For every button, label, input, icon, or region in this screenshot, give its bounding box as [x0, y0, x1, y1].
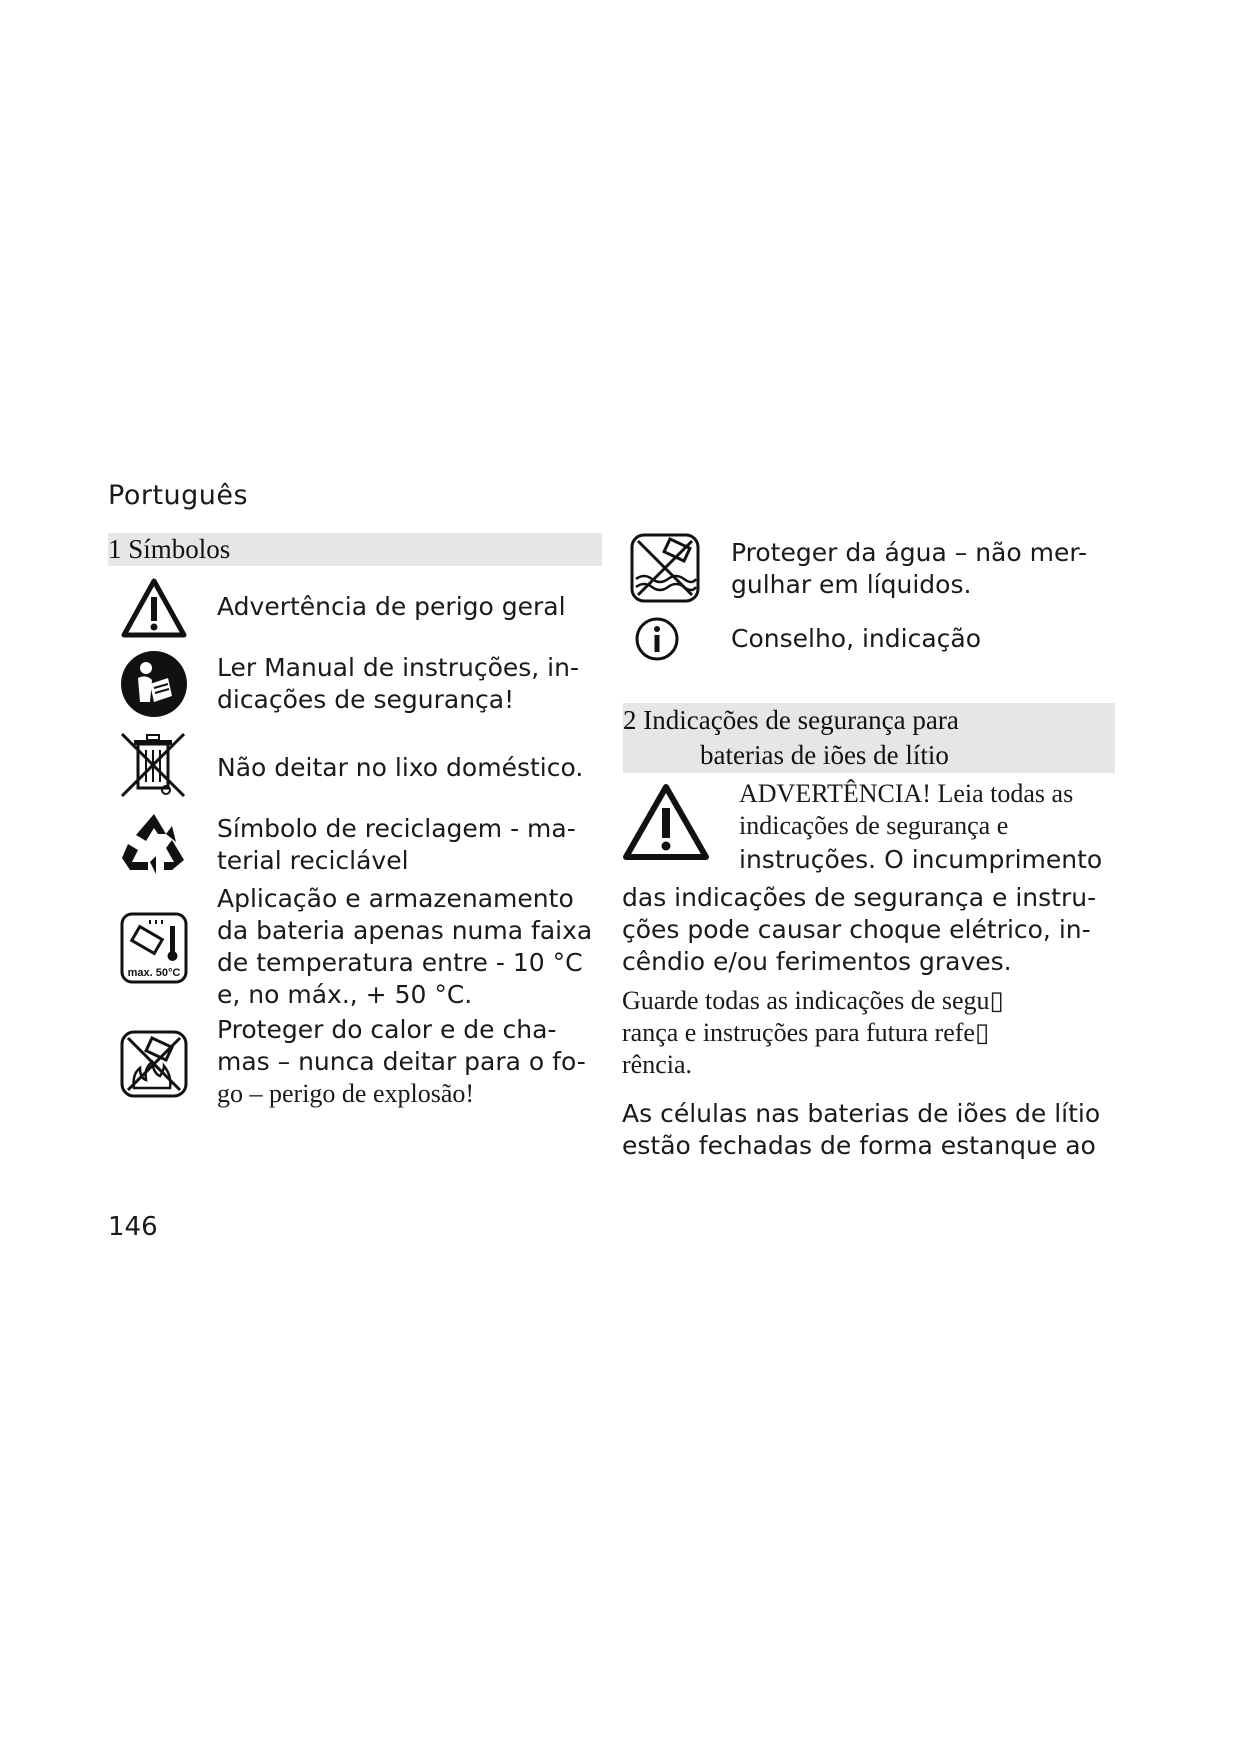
temperature-icon-label: max. 50°C [127, 967, 181, 979]
symbol-desc-info: Conselho, indicação [731, 624, 982, 653]
crossed-bin-icon [118, 730, 188, 800]
section-heading-symbols: 1 Símbolos [108, 533, 602, 566]
keep-instructions-text: Guarde todas as indicações de segu▯ rança e instruções para futura refe▯ rência. [622, 986, 1004, 1079]
info-icon [634, 616, 680, 662]
read-manual-icon [120, 650, 188, 718]
language-label: Português [108, 480, 249, 511]
temperature-icon [120, 912, 188, 984]
section-heading-safety: 2 Indicações de segurança para baterias de iões de lítio [623, 703, 1115, 773]
warning-consequences-text: das indicações de segurança e instru- ções pode causar choque elétrico, in- cêndio e/ou ferimentos graves. [622, 883, 1097, 976]
symbol-desc-no-household-waste: Não deitar no lixo doméstico. [217, 753, 584, 782]
cells-text: As células nas baterias de iões de lítio estão fechadas de forma estanque ao [622, 1099, 1101, 1160]
symbol-desc-read-manual: Ler Manual de instruções, in- dicações de segurança! [217, 653, 579, 714]
page-number: 146 [108, 1212, 158, 1242]
no-fire-icon [120, 1030, 188, 1098]
warning-text: ADVERTÊNCIA! Leia todas as indicações de segurança e instruções. O incumprimento [739, 779, 1103, 874]
no-water-icon [630, 533, 700, 603]
symbol-desc-temperature: Aplicação e armazenamento da bateria apenas numa faixa de temperatura entre - 10 °C e, no máx., + 50 °C. [217, 884, 593, 1009]
symbol-desc-no-water: Proteger da água – não mer- gulhar em líquidos. [731, 538, 1088, 599]
warning-triangle-icon [622, 782, 710, 862]
symbol-desc-recycling: Símbolo de reciclagem - ma- terial reciclável [217, 814, 576, 875]
symbol-desc-no-fire: Proteger do calor e de cha- mas – nunca deitar para o fo- go – perigo de explosão! [217, 1015, 586, 1108]
recycle-icon [120, 808, 188, 876]
symbol-desc-general-warning: Advertência de perigo geral [217, 592, 566, 621]
warning-triangle-icon [120, 577, 188, 639]
